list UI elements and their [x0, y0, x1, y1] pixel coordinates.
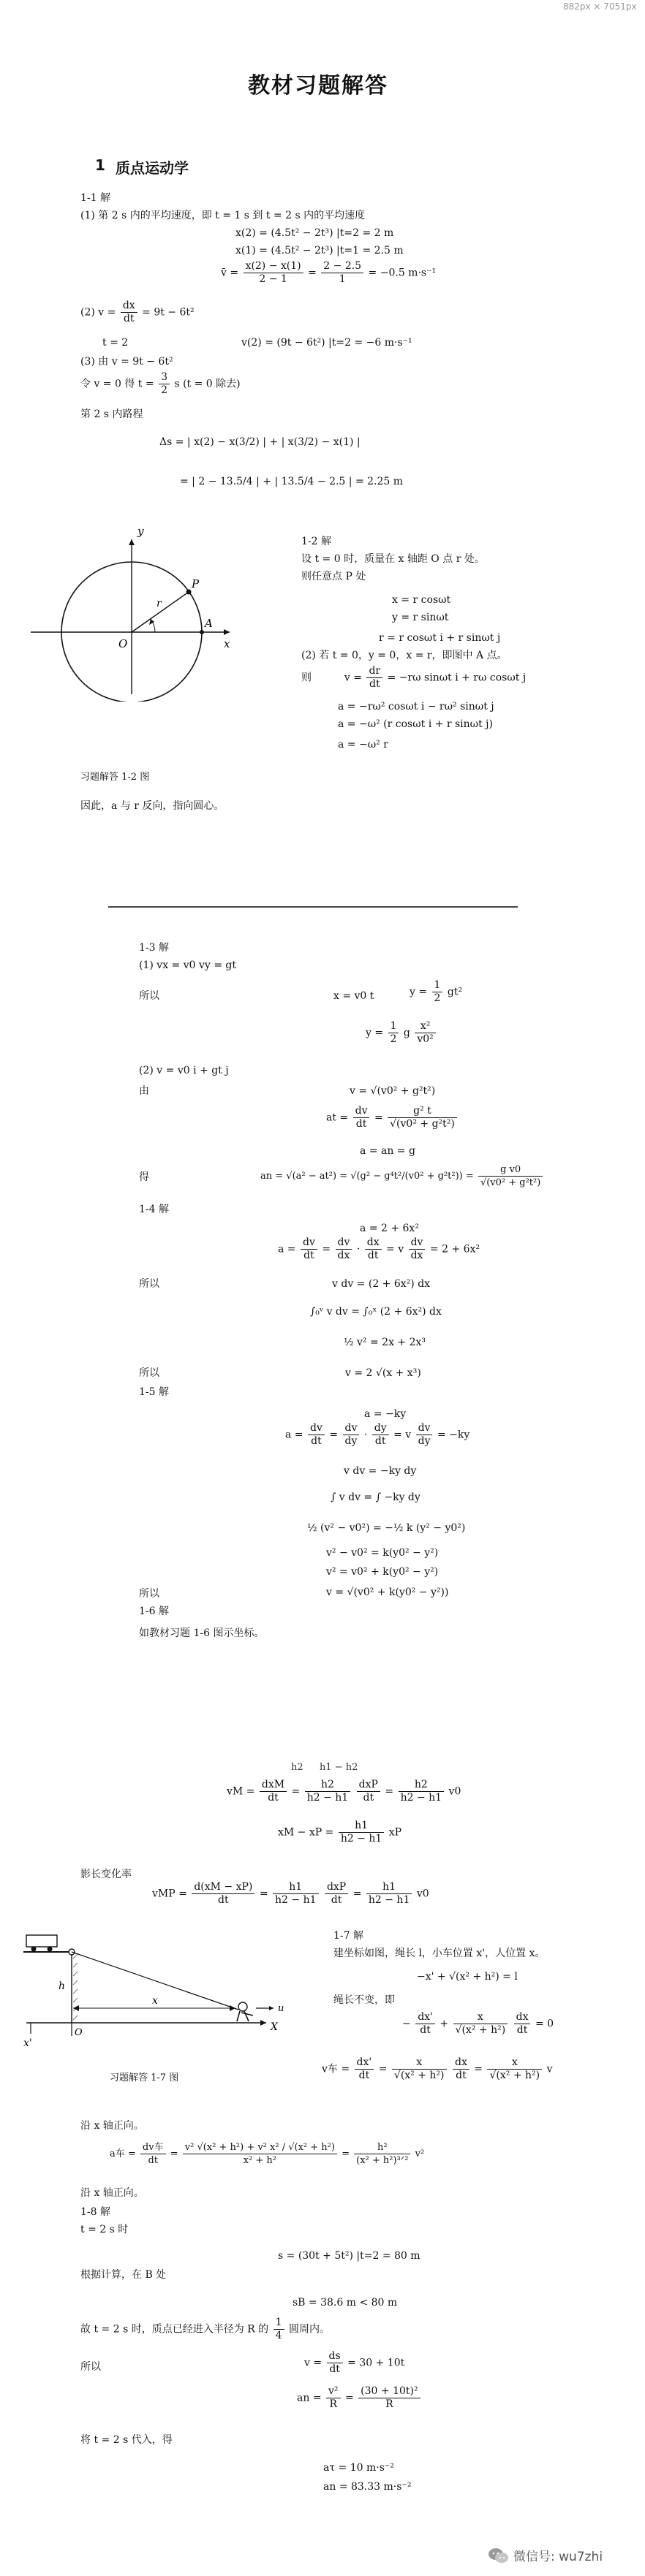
- text-line: t = 2: [102, 337, 129, 349]
- text-line: 沿 x 轴正向。: [80, 2187, 144, 2199]
- equation: v车 = $\frac{dx'}{dt}$ = $\frac{x}{\text{√(x² + h²)}}$ $\frac{dx}{dt}$ = $\frac{x}{\text{√(x² + h²)}}$ v: [322, 2056, 553, 2081]
- equation: y = r sinωt: [392, 612, 449, 623]
- text-line: 所以: [139, 990, 159, 1002]
- distance-label: x: [152, 1995, 158, 2007]
- equation: a = −ky: [364, 1408, 407, 1420]
- text-line: t = 2 s 时: [80, 2224, 129, 2235]
- equation: − $\frac{dx'}{dt}$ + $\frac{x}{\text{√(x² + h²)}}$ $\frac{dx}{dt}$ = 0: [402, 2011, 554, 2036]
- equation: ∫₀ᵛ v dv = ∫₀ˣ (2 + 6x²) dx: [310, 1306, 442, 1318]
- text-line: 绳长不变，即: [333, 1994, 395, 2006]
- equation: y = $\frac{1}{2}$ g $\frac{\text{x²}}{\text{v0²}}$: [366, 1020, 437, 1046]
- problem-1-7-heading: 1-7 解: [333, 1930, 363, 1942]
- point-p-label: P: [192, 577, 200, 590]
- equation: a = −ω² (r cosωt i + r sinωt j): [338, 718, 493, 730]
- equation: y = $\frac{1}{2}$ gt²: [410, 979, 463, 1004]
- velocity-label: u: [278, 2003, 284, 2014]
- text-line: 故 t = 2 s 时，质点已经进入半径为 R 的 $\frac{1}{4}$ 圆周内。: [80, 2317, 330, 2341]
- equation: ∫ v dv = ∫ −ky dy: [331, 1492, 420, 1503]
- equation: a = $\frac{dv}{dt}$ = $\frac{dv}{dy}$ · $\frac{dy}{dt}$ = v $\frac{dv}{dy}$ = −ky: [285, 1422, 470, 1447]
- equation: xM − xP = $\frac{h1}{h2 - h1}$ xP: [278, 1820, 402, 1844]
- text-line: 设 t = 0 时，质量在 x 轴距 O 点 r 处。: [301, 553, 485, 565]
- equation: s = (30t + 5t²) |t=2 = 80 m: [278, 2250, 420, 2262]
- equation: (2) v = v0 i + gt j: [139, 1065, 229, 1076]
- figure-1-7-caption: 习题解答 1-7 图: [110, 2072, 179, 2083]
- equation: 令 v = 0 得 t = $\frac{3}{2}$ s (t = 0 除去): [80, 371, 241, 396]
- figure-1-2-caption: 习题解答 1-2 图: [80, 772, 150, 783]
- equation: (2) v = $\frac{dx}{dt}$ = 9t − 6t²: [80, 300, 195, 324]
- text-line: 根据计算，在 B 处: [80, 2269, 167, 2281]
- text-line: 沿 x 轴正向。: [80, 2120, 144, 2132]
- equation: vMP = $\frac{d(xM - xP)}{dt}$ = $\frac{h1}{h2 - h1}$ dxP dt = $\frac{h1}{h2 - h1}$ v0: [152, 1881, 429, 1906]
- equation: Δs = | x(2) − x(3/2) | + | x(3/2) − x(1) |: [159, 436, 361, 448]
- watermark-text: 微信号: wu7zhi: [513, 2550, 603, 2564]
- equation: (1) vx = v0 vy = gt: [139, 960, 237, 971]
- text-line: (3) 由 v = 9t − 6t²: [80, 356, 173, 368]
- equation: an = 83.33 m·s⁻²: [323, 2481, 412, 2493]
- equation: r = r cosωt i + r sinωt j: [379, 632, 501, 644]
- cropped-equation: h2 h1 − h2: [291, 1762, 358, 1773]
- xprime-label: x': [23, 2037, 32, 2049]
- equation: aτ = 10 m·s⁻²: [323, 2462, 394, 2474]
- equation: a车 = dv车 dt = $\frac{\text{v² √(x² + h²) + v² x² / √(x² + h²)}}{\text{x² + h²}}$ = h² (x² + h²)³ᐟ² v²: [110, 2142, 425, 2166]
- equation: v = $\frac{ds}{dt}$ = 30 + 10t: [304, 2350, 405, 2375]
- origin-label: O: [118, 637, 128, 650]
- equation: x(2) = (4.5t² − 2t³) |t=2 = 2 m: [235, 227, 394, 239]
- equation: x(1) = (4.5t² − 2t³) |t=1 = 2.5 m: [235, 245, 404, 257]
- equation: = | 2 − 13.5/4 | + | 13.5/4 − 2.5 | = 2.25 m: [180, 476, 404, 487]
- equation: an = $\frac{\text{v²}}{R}$ = $\frac{\text{(30 + 10t)²}}{R}$: [297, 2385, 422, 2411]
- problem-1-4-heading: 1-4 解: [139, 1204, 169, 1215]
- figure-1-7-diagram: [20, 1929, 298, 2057]
- equation: a = 2 + 6x²: [360, 1223, 419, 1234]
- text-line: 如教材习题 1-6 图示坐标。: [139, 1627, 265, 1639]
- equation: a = an = g: [360, 1145, 415, 1157]
- wechat-icon: [487, 2547, 509, 2564]
- equation: a = −ω² r: [338, 739, 388, 751]
- figure-1-2-diagram: [16, 512, 235, 702]
- image-size-tag: 882px × 7051px: [563, 1, 637, 12]
- equation: ½ (v² − v0²) = −½ k (y² − y0²): [307, 1522, 466, 1534]
- equation: x = v0 t: [333, 990, 374, 1002]
- equation: v = √(v0² + g²t²): [350, 1085, 436, 1097]
- watermark: [487, 2546, 603, 2564]
- axis-label-y: y: [137, 525, 144, 538]
- text-line: 所以: [139, 1278, 159, 1290]
- equation: v = 2 √(x + x³): [345, 1367, 421, 1379]
- text-line: 将 t = 2 s 代入，得: [80, 2434, 173, 2446]
- text-line: 建坐标如图，绳长 l，小车位置 x'，人位置 x。: [333, 1948, 546, 1959]
- equation: a = $\frac{dv}{dt}$ = $\frac{dv}{dx}$ · $\frac{dx}{dt}$ = v $\frac{dv}{dx}$ = 2 + 6x²: [278, 1236, 480, 1261]
- equation: v dv = (2 + 6x²) dx: [332, 1278, 431, 1290]
- problem-1-1-heading: 1-1 解: [80, 192, 110, 204]
- problem-1-3-heading: 1-3 解: [139, 942, 169, 954]
- equation: vM = dxM dt = $\frac{h2}{h2 - h1}$ dxP dt = $\frac{h2}{h2 - h1}$ v0: [227, 1779, 461, 1804]
- radius-label: r: [156, 598, 162, 609]
- text-line: 由: [139, 1085, 149, 1097]
- equation: a = −rω² cosωt i − rω² sinωt j: [338, 701, 494, 713]
- page-title: 教材习题解答: [248, 73, 388, 99]
- equation: v̄ = $\frac{x(2) - x(1)}{2 - 1}$ = $\frac{2 - 2.5}{1}$ = −0.5 m·s⁻¹: [221, 260, 437, 285]
- equation: x = r cosωt: [392, 594, 451, 606]
- equation: −x' + √(x² + h²) = l: [417, 1971, 518, 1983]
- section-title: 质点运动学: [116, 159, 189, 177]
- text-line: 所以: [80, 2361, 101, 2373]
- text-line: (2) 若 t = 0，y = 0，x = r，即图中 A 点。: [301, 650, 508, 661]
- text-line: (1) 第 2 s 内的平均速度，即 t = 1 s 到 t = 2 s 内的平均速度: [80, 210, 366, 221]
- text-line: 则任意点 P 处: [301, 571, 366, 582]
- equation: v dv = −ky dy: [344, 1465, 417, 1477]
- equation: v² − v0² = k(y0² − y²): [326, 1547, 439, 1559]
- origin-label: O: [75, 2027, 83, 2038]
- text-line: 因此，a 与 r 反向，指向圆心。: [80, 800, 225, 812]
- text-line: 影长变化率: [80, 1869, 132, 1880]
- axis-label-x: X: [271, 2021, 278, 2033]
- problem-1-2-heading: 1-2 解: [301, 536, 331, 547]
- problem-1-6-heading: 1-6 解: [139, 1606, 169, 1617]
- problem-1-5-heading: 1-5 解: [139, 1386, 169, 1398]
- text-line: 第 2 s 内路程: [80, 409, 143, 420]
- text-line: 所以: [139, 1588, 159, 1600]
- equation: an = √(a² − at²) = √(g² − g⁴t²/(v0² + g²t²)) = $\frac{\text{g v0}}{\text{√(v0² + g²t²)}}$: [260, 1163, 544, 1189]
- axis-label-x: x: [224, 637, 230, 650]
- equation: 则 v = $\frac{dr}{dt}$ = −rω sinωt i + rω cosωt j: [301, 665, 527, 690]
- equation: v = √(v0² + k(y0² − y²)): [326, 1587, 449, 1598]
- point-a-label: A: [205, 617, 213, 630]
- text-line: 所以: [139, 1367, 159, 1379]
- problem-1-8-heading: 1-8 解: [80, 2206, 110, 2218]
- equation: sB = 38.6 m < 80 m: [293, 2297, 398, 2309]
- equation: v² = v0² + k(y0² − y²): [326, 1566, 439, 1578]
- page-separator: [108, 906, 518, 908]
- section-number: 1: [95, 156, 105, 174]
- equation: at = $\frac{dv}{dt}$ = $\frac{\text{g² t}}{\text{√(v0² + g²t²)}}$: [326, 1105, 459, 1131]
- equation: ½ v² = 2x + 2x³: [344, 1337, 426, 1348]
- equation: v(2) = (9t − 6t²) |t=2 = −6 m·s⁻¹: [241, 337, 412, 349]
- text-line: 得: [139, 1171, 149, 1183]
- height-label: h: [59, 1980, 66, 1992]
